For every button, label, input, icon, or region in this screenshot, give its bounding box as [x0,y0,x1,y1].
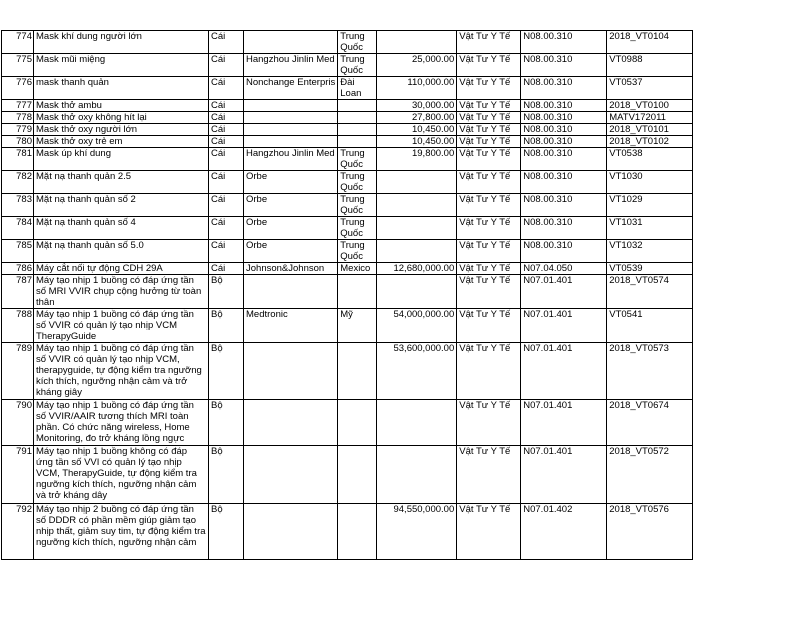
item-price: 110,000.00 [377,77,457,100]
item-unit: Cái [209,77,244,100]
item-name: Máy tạo nhịp 2 buồng có đáp ứng tần số DDDR có phần mềm giúp giảm tạo nhịp thất, giảm suy tim, tự động kiểm tra ngưỡng kích thích, ngưỡng nhận cảm [34,504,209,560]
item-group: Vật Tư Y Tế [457,136,521,148]
item-unit: Cái [209,240,244,263]
item-decision: VT0538 [607,148,693,171]
item-name: Mặt nạ thanh quản số 4 [34,217,209,240]
item-manufacturer: Orbe [244,217,338,240]
item-group: Vật Tư Y Tế [457,54,521,77]
item-manufacturer [244,400,338,446]
row-number: 776 [2,77,34,100]
item-code: N07.01.401 [521,275,607,309]
item-code: N07.01.401 [521,343,607,400]
item-code: N08.00.310 [521,77,607,100]
item-name: Máy tạo nhịp 1 buồng có đáp ứng tần số VVIR có quản lý tạo nhịp VCM TherapyGuide [34,309,209,343]
table-row [2,148,693,171]
item-decision: 2018_VT0574 [607,275,693,309]
item-name: Mask thở oxy người lớn [34,124,209,136]
item-group: Vật Tư Y Tế [457,446,521,504]
item-manufacturer [244,343,338,400]
item-price: 94,550,000.00 [377,504,457,560]
item-manufacturer [244,124,338,136]
item-code: N08.00.310 [521,217,607,240]
item-name: Mask úp khí dung [34,148,209,171]
item-price: 27,800.00 [377,112,457,124]
item-unit: Cái [209,217,244,240]
item-origin [338,124,377,136]
item-decision: 2018_VT0572 [607,446,693,504]
row-number: 775 [2,54,34,77]
item-origin: Trung Quốc [338,171,377,194]
item-origin: Trung Quốc [338,217,377,240]
item-unit: Cái [209,171,244,194]
item-price [377,446,457,504]
item-code: N08.00.310 [521,171,607,194]
item-price: 12,680,000.00 [377,263,457,275]
item-origin [338,504,377,560]
item-decision: VT1029 [607,194,693,217]
item-unit: Cái [209,124,244,136]
item-unit: Cái [209,148,244,171]
item-unit: Cái [209,112,244,124]
item-unit: Cái [209,54,244,77]
item-decision: 2018_VT0100 [607,100,693,112]
spreadsheet-page [1,30,693,560]
item-code: N08.00.310 [521,112,607,124]
item-group: Vật Tư Y Tế [457,100,521,112]
item-unit: Cái [209,194,244,217]
item-code: N07.01.401 [521,446,607,504]
item-group: Vật Tư Y Tế [457,31,521,54]
item-group: Vật Tư Y Tế [457,112,521,124]
item-origin: Mỹ [338,309,377,343]
item-group: Vật Tư Y Tế [457,275,521,309]
table-row [2,136,693,148]
item-unit: Bộ [209,309,244,343]
table-row [2,54,693,77]
item-unit: Cái [209,31,244,54]
item-code: N07.04.050 [521,263,607,275]
row-number: 792 [2,504,34,560]
item-price [377,194,457,217]
item-price [377,240,457,263]
item-unit: Bộ [209,275,244,309]
item-origin: Trung Quốc [338,54,377,77]
item-price [377,217,457,240]
table-row [2,263,693,275]
item-price: 53,600,000.00 [377,343,457,400]
item-group: Vật Tư Y Tế [457,171,521,194]
item-price [377,400,457,446]
table-row [2,100,693,112]
row-number: 779 [2,124,34,136]
item-origin [338,112,377,124]
item-group: Vật Tư Y Tế [457,148,521,171]
item-decision: 2018_VT0576 [607,504,693,560]
row-number: 791 [2,446,34,504]
item-origin: Đài Loan [338,77,377,100]
item-manufacturer [244,504,338,560]
item-manufacturer: Nonchange Enterpris [244,77,338,100]
item-group: Vật Tư Y Tế [457,309,521,343]
row-number: 787 [2,275,34,309]
table-row [2,77,693,100]
item-decision: VT0539 [607,263,693,275]
item-price: 19,800.00 [377,148,457,171]
item-origin [338,400,377,446]
item-name: Máy cắt nối tự động CDH 29A [34,263,209,275]
table-row [2,124,693,136]
table-row [2,112,693,124]
table-row [2,400,693,446]
table-body [2,31,693,560]
item-code: N08.00.310 [521,54,607,77]
item-code: N08.00.310 [521,124,607,136]
table-row [2,240,693,263]
row-number: 785 [2,240,34,263]
item-decision: 2018_VT0674 [607,400,693,446]
item-decision: VT0537 [607,77,693,100]
supplies-table [1,30,693,560]
row-number: 781 [2,148,34,171]
table-row [2,217,693,240]
table-row [2,275,693,309]
item-name: Máy tạo nhịp 1 buồng có đáp ứng tần số VVIR/AAIR tương thích MRI toàn phần. Có chức năng wireless, Home Monitoring, đo trở kháng lồng ngực [34,400,209,446]
item-manufacturer [244,136,338,148]
item-decision: VT1031 [607,217,693,240]
row-number: 782 [2,171,34,194]
item-manufacturer: Medtronic [244,309,338,343]
item-unit: Bộ [209,343,244,400]
item-group: Vật Tư Y Tế [457,217,521,240]
item-price [377,171,457,194]
item-manufacturer: Johnson&Johnson [244,263,338,275]
item-decision: MATV172011 [607,112,693,124]
item-manufacturer [244,100,338,112]
item-decision: VT0988 [607,54,693,77]
item-price: 25,000.00 [377,54,457,77]
item-decision: 2018_VT0102 [607,136,693,148]
item-unit: Cái [209,136,244,148]
item-name: Mask mũi miệng [34,54,209,77]
item-name: Mặt nạ thanh quản 2.5 [34,171,209,194]
item-name: Mask thở ambu [34,100,209,112]
row-number: 778 [2,112,34,124]
item-code: N08.00.310 [521,148,607,171]
item-decision: 2018_VT0101 [607,124,693,136]
table-row [2,446,693,504]
item-name: mask thanh quản [34,77,209,100]
item-price: 10,450.00 [377,136,457,148]
item-manufacturer [244,446,338,504]
item-origin [338,446,377,504]
item-unit: Bộ [209,400,244,446]
item-origin: Trung Quốc [338,148,377,171]
item-origin: Mexico [338,263,377,275]
item-name: Mặt nạ thanh quản số 5.0 [34,240,209,263]
item-decision: VT1032 [607,240,693,263]
item-code: N08.00.310 [521,31,607,54]
row-number: 790 [2,400,34,446]
row-number: 784 [2,217,34,240]
item-name: Mặt nạ thanh quản số 2 [34,194,209,217]
item-manufacturer [244,112,338,124]
item-manufacturer [244,275,338,309]
item-origin: Trung Quốc [338,194,377,217]
item-origin [338,343,377,400]
table-row [2,309,693,343]
table-row [2,171,693,194]
item-price: 30,000.00 [377,100,457,112]
item-decision: 2018_VT0104 [607,31,693,54]
item-group: Vật Tư Y Tế [457,124,521,136]
item-name: Mask thở oxy trẻ em [34,136,209,148]
row-number: 783 [2,194,34,217]
row-number: 780 [2,136,34,148]
item-price [377,31,457,54]
item-unit: Bộ [209,446,244,504]
item-origin [338,136,377,148]
table-row [2,194,693,217]
item-code: N07.01.401 [521,400,607,446]
item-price: 10,450.00 [377,124,457,136]
item-manufacturer: Orbe [244,171,338,194]
item-name: Máy tạo nhịp 1 buồng có đáp ứng tần số VVIR có quản lý tạo nhịp VCM, therapyguide, tự động kiểm tra ngưỡng kích thích, ngưỡng nhận cảm và trở kháng giây [34,343,209,400]
item-code: N08.00.310 [521,194,607,217]
item-price [377,275,457,309]
row-number: 789 [2,343,34,400]
item-code: N08.00.310 [521,100,607,112]
item-decision: 2018_VT0573 [607,343,693,400]
row-number: 774 [2,31,34,54]
item-unit: Bộ [209,504,244,560]
item-decision: VT1030 [607,171,693,194]
item-group: Vật Tư Y Tế [457,263,521,275]
item-group: Vật Tư Y Tế [457,194,521,217]
table-row [2,343,693,400]
table-row [2,31,693,54]
item-manufacturer: Orbe [244,194,338,217]
item-price: 54,000,000.00 [377,309,457,343]
item-manufacturer: Orbe [244,240,338,263]
item-code: N07.01.401 [521,309,607,343]
item-group: Vật Tư Y Tế [457,240,521,263]
item-manufacturer: Hangzhou Jinlin Med [244,54,338,77]
item-group: Vật Tư Y Tế [457,343,521,400]
item-unit: Cái [209,263,244,275]
item-name: Mask thở oxy không hít lại [34,112,209,124]
row-number: 786 [2,263,34,275]
item-decision: VT0541 [607,309,693,343]
item-group: Vật Tư Y Tế [457,504,521,560]
item-name: Máy tạo nhịp 1 buồng không có đáp ứng tần số VVI có quản lý tạo nhịp VCM, TherapyGuide, tự động kiểm tra ngưỡng kích thích, ngưỡng nhận cảm và trở kháng dây [34,446,209,504]
item-manufacturer: Hangzhou Jinlin Med [244,148,338,171]
row-number: 788 [2,309,34,343]
table-row [2,504,693,560]
item-group: Vật Tư Y Tế [457,77,521,100]
item-group: Vật Tư Y Tế [457,400,521,446]
item-unit: Cái [209,100,244,112]
item-code: N08.00.310 [521,240,607,263]
item-code: N08.00.310 [521,136,607,148]
row-number: 777 [2,100,34,112]
item-origin: Trung Quốc [338,31,377,54]
item-origin: Trung Quốc [338,240,377,263]
item-code: N07.01.402 [521,504,607,560]
item-origin [338,275,377,309]
item-name: Máy tạo nhịp 1 buồng có đáp ứng tần số MRI VVIR chụp cộng hưởng từ toàn thân [34,275,209,309]
item-origin [338,100,377,112]
item-name: Mask khí dung người lớn [34,31,209,54]
item-manufacturer [244,31,338,54]
